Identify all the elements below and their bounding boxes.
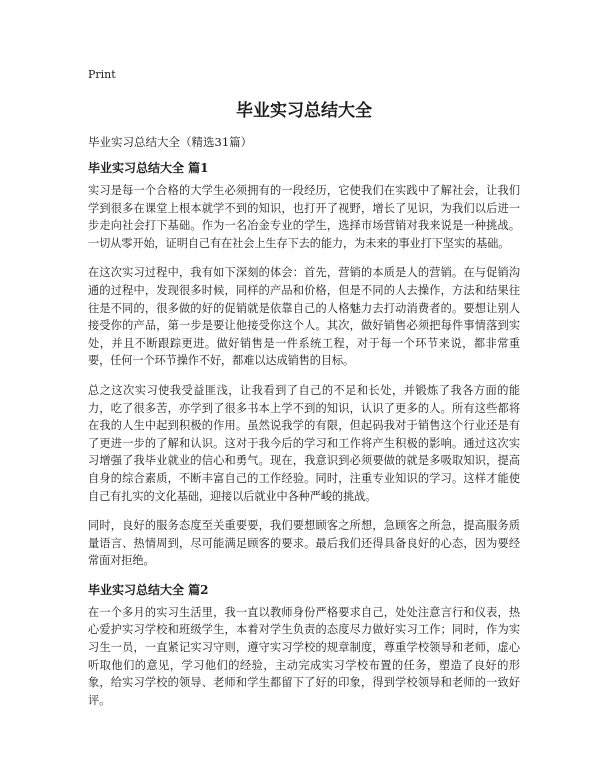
- paragraph: 在这次实习过程中，我有如下深刻的体会：首先，营销的本质是人的营销。在与促销沟通的过程中，发现很多时候，同样的产品和价格，但是不同的人去操作，方法和结果往往是不同的，很多做的好的促销就是依靠自己的人格魅力去打动消费者的。要想让别人接受你的产品，第一步是要让他接受你这个人。其次，做好销售必须把每件事情落到实处，并且不断跟踪更进。做好销售是一件系统工程，对于每一个环节来说，都非常重要，任何一个环节操作不好，都难以达成销售的目标。: [88, 266, 520, 368]
- paragraph: 在一个多月的实习生活里，我一直以教师身份严格要求自己，处处注意言行和仪表，热心爱护实习学校和班级学生，本着对学生负责的态度尽力做好实习工作；同时，作为实习生一员，一直紧记实习守则，遵守实习学校的规章制度，尊重学校领导和老师，虚心听取他们的意见，学习他们的经验，主动完成实习学校布置的任务，塑造了良好的形象，给实习学校的领导、老师和学生都留下了好的印象，得到学校领导和老师的一致好评。: [88, 605, 520, 707]
- paragraph: 实习是每一个合格的大学生必须拥有的一段经历，它使我们在实践中了解社会，让我们学到很多在课堂上根本就学不到的知识，也打开了视野，增长了见识，为我们以后进一步走向社会打下基础。作为一名冶金专业的学生，选择市场营销对我来说是一种挑战。一切从零开始，证明自己有在社会上生存下去的能力，为未来的事业打下坚实的基础。: [88, 184, 520, 250]
- section-heading: 毕业实习总结大全 篇1: [88, 161, 209, 175]
- print-link[interactable]: Print: [88, 68, 116, 81]
- page-title: 毕业实习总结大全: [236, 101, 372, 121]
- section-heading: 毕业实习总结大全 篇2: [88, 582, 209, 597]
- section-2: [88, 582, 520, 710]
- section-1: [88, 160, 520, 570]
- paragraph: 同时，良好的服务态度至关重要要，我们要想顾客之所想，急顾客之所急，提高服务质量语言、热情周到，尽可能满足顾客的要求。最后我们还得具备良好的心态，因为要经常面对拒绝。: [88, 519, 520, 568]
- document-page: [88, 68, 520, 721]
- paragraph: 总之这次实习使我受益匪浅，让我看到了自己的不足和长处，并锻炼了我各方面的能力，吃了很多苦，亦学到了很多书本上学不到的知识，认识了更多的人。所有这些都将在我的人生中起到积极的作用。虽然说我学的有限，但起码我对于销售这个行业还是有了更进一步的了解和认识。这对于我今后的学习和工作将产生积极的影响。通过这次实习增强了我毕业就业的信心和勇气。现在，我意识到必须要做的就是多吸取知识，提高自身的综合素质，不断丰富自己的工作经验。同时，注重专业知识的学习。这样才能使自己有扎实的文化基础，迎接以后就业中各种严峻的挑战。: [88, 383, 520, 503]
- document-subtitle: 毕业实习总结大全（精选31篇）: [88, 135, 253, 149]
